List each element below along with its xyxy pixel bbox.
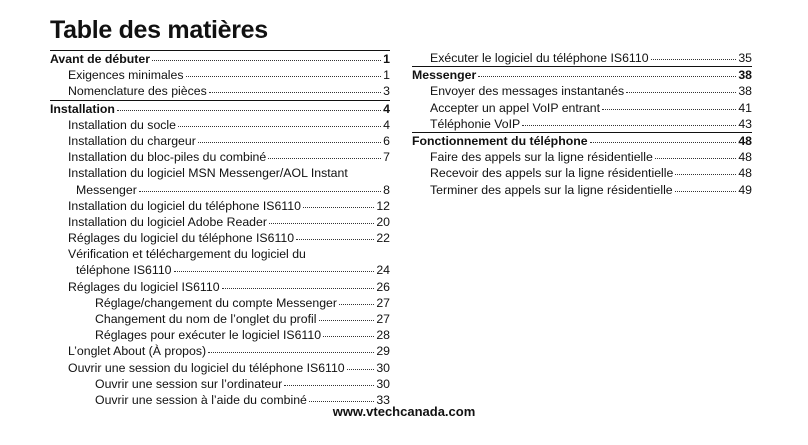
toc-page-number: 28: [376, 328, 390, 343]
toc-left-column: [50, 50, 390, 408]
toc-entry: [412, 116, 752, 132]
toc-entry: [50, 165, 390, 181]
toc-entry-label: Installation du logiciel Adobe Reader: [68, 214, 267, 229]
toc-section-heading: [50, 100, 390, 117]
toc-section-heading: [412, 132, 752, 149]
toc-page-number: 29: [376, 344, 390, 359]
toc-page-number: 7: [383, 150, 390, 165]
toc-page-number: 48: [738, 133, 752, 148]
dot-leader: [675, 191, 737, 192]
toc-page-number: 12: [376, 198, 390, 213]
toc-entry: [50, 279, 390, 295]
toc-entry: [50, 360, 390, 376]
toc-entry: [50, 343, 390, 359]
toc-entry-label: Installation du logiciel du téléphone IS6110: [68, 198, 301, 213]
toc-page-number: 24: [376, 263, 390, 278]
toc-entry-label: Avant de débuter: [50, 52, 150, 66]
dot-leader: [347, 369, 375, 370]
toc-page-number: 41: [738, 100, 752, 115]
dot-leader: [222, 288, 375, 289]
dot-leader: [303, 207, 374, 208]
toc-entry-label: Envoyer des messages instantanés: [430, 84, 625, 99]
toc-page-number: 49: [738, 182, 752, 197]
toc-entry: [412, 50, 752, 66]
toc-page-number: 3: [383, 84, 390, 99]
dot-leader: [152, 60, 381, 61]
toc-entry-label: Ouvrir une session à l’aide du combiné: [95, 392, 307, 407]
dot-leader: [626, 92, 736, 93]
toc-page-number: 38: [738, 84, 752, 99]
toc-entry-label: Accepter un appel VoIP entrant: [430, 100, 601, 115]
dot-leader: [522, 125, 736, 126]
dot-leader: [296, 239, 374, 240]
toc-entry-label: Réglages du logiciel IS6110: [68, 279, 220, 294]
toc-right-column: [412, 50, 752, 198]
dot-leader: [478, 76, 736, 77]
toc-entry: [50, 327, 390, 343]
toc-entry: [50, 246, 390, 262]
dot-leader: [178, 126, 381, 127]
toc-page-number: 26: [376, 279, 390, 294]
toc-page-number: 8: [383, 182, 390, 197]
dot-leader: [186, 76, 382, 77]
toc-entry-label: Terminer des appels sur la ligne résidentielle: [430, 182, 673, 197]
dot-leader: [209, 92, 381, 93]
toc-entry-label: Ouvrir une session du logiciel du téléphone IS6110: [68, 360, 345, 375]
toc-page-number: 27: [376, 295, 390, 310]
toc-page-number: 43: [738, 116, 752, 131]
toc-entry: [50, 83, 390, 99]
toc-entry-label: Installation du bloc-piles du combiné: [68, 150, 267, 165]
toc-entry-label: Exigences minimales: [68, 68, 184, 83]
toc-page-number: 30: [376, 360, 390, 375]
toc-entry-label: Messenger: [412, 68, 477, 83]
toc-page-number: 4: [383, 117, 390, 132]
toc-entry-label: Vérification et téléchargement du logiciel du: [68, 247, 306, 262]
toc-entry: [50, 149, 390, 165]
toc-entry-label: téléphone IS6110: [76, 263, 172, 278]
dot-leader: [655, 158, 736, 159]
toc-page-number: 27: [376, 312, 390, 326]
toc-entry: [50, 182, 390, 198]
toc-entry-label: Exécuter le logiciel du téléphone IS6110: [430, 51, 649, 65]
toc-entry-label: Recevoir des appels sur la ligne résidentielle: [430, 166, 674, 181]
dot-leader: [139, 191, 381, 192]
dot-leader: [268, 158, 381, 159]
toc-entry-label: Installation du chargeur: [68, 133, 196, 148]
toc-entry-label: Réglage/changement du compte Messenger: [95, 295, 337, 310]
toc-entry-label: Fonctionnement du téléphone: [412, 133, 588, 148]
dot-leader: [319, 320, 375, 321]
toc-entry: [412, 165, 752, 181]
toc-entry: [50, 311, 390, 327]
toc-page-number: 1: [383, 68, 390, 83]
toc-page-number: 20: [376, 214, 390, 229]
toc-page-number: 48: [738, 166, 752, 181]
toc-entry-label: Messenger: [76, 182, 137, 197]
toc-entry-label: L’onglet About (À propos): [68, 344, 207, 359]
toc-entry: [50, 117, 390, 133]
dot-leader: [208, 352, 374, 353]
toc-entry-label: Installation du socle: [68, 117, 177, 132]
toc-entry: [412, 149, 752, 165]
toc-page-number: 38: [738, 68, 752, 83]
dot-leader: [651, 59, 737, 60]
toc-entry: [50, 262, 390, 278]
toc-entry-label: Nomenclature des pièces: [68, 84, 207, 99]
toc-entry: [412, 182, 752, 198]
toc-page-number: 48: [738, 150, 752, 165]
dot-leader: [198, 142, 381, 143]
toc-entry: [50, 67, 390, 83]
toc-entry-label: Réglages du logiciel du téléphone IS6110: [68, 231, 295, 246]
toc-page-number: 4: [383, 101, 390, 116]
toc-entry: [50, 295, 390, 311]
toc-section-heading: [412, 66, 752, 83]
toc-section-heading: [50, 50, 390, 67]
dot-leader: [284, 385, 374, 386]
dot-leader: [590, 142, 737, 143]
dot-leader: [323, 336, 374, 337]
toc-page-number: 30: [376, 376, 390, 391]
footer-url: www.vtechcanada.com: [332, 404, 476, 419]
dot-leader: [269, 223, 374, 224]
toc-page-number: 6: [383, 133, 390, 148]
dot-leader: [309, 401, 374, 402]
toc-entry-label: Réglages pour exécuter le logiciel IS6110: [95, 328, 322, 343]
toc-entry: [412, 100, 752, 116]
toc-page-number: 1: [383, 52, 390, 66]
toc-entry-label: Changement du nom de l’onglet du profil: [95, 312, 317, 326]
toc-page-number: 35: [738, 51, 752, 65]
toc-entry: [50, 376, 390, 392]
toc-entry-label: Installation: [50, 101, 115, 116]
dot-leader: [117, 110, 381, 111]
dot-leader: [339, 304, 374, 305]
dot-leader: [602, 109, 736, 110]
toc-entry: [50, 214, 390, 230]
page-title: Table des matières: [50, 16, 268, 44]
toc-entry: [50, 230, 390, 246]
toc-entry: [50, 133, 390, 149]
toc-entry-label: Faire des appels sur la ligne résidentielle: [430, 150, 653, 165]
toc-page-number: 22: [376, 231, 390, 246]
dot-leader: [174, 271, 375, 272]
toc-entry-label: Installation du logiciel MSN Messenger/AOL Instant: [68, 166, 348, 181]
toc-entry-label: Ouvrir une session sur l’ordinateur: [95, 376, 283, 391]
toc-entry-label: Téléphonie VoIP: [430, 116, 521, 131]
toc-entry: [50, 198, 390, 214]
toc-entry: [412, 83, 752, 99]
toc-page-number: 33: [376, 392, 390, 407]
dot-leader: [675, 174, 736, 175]
